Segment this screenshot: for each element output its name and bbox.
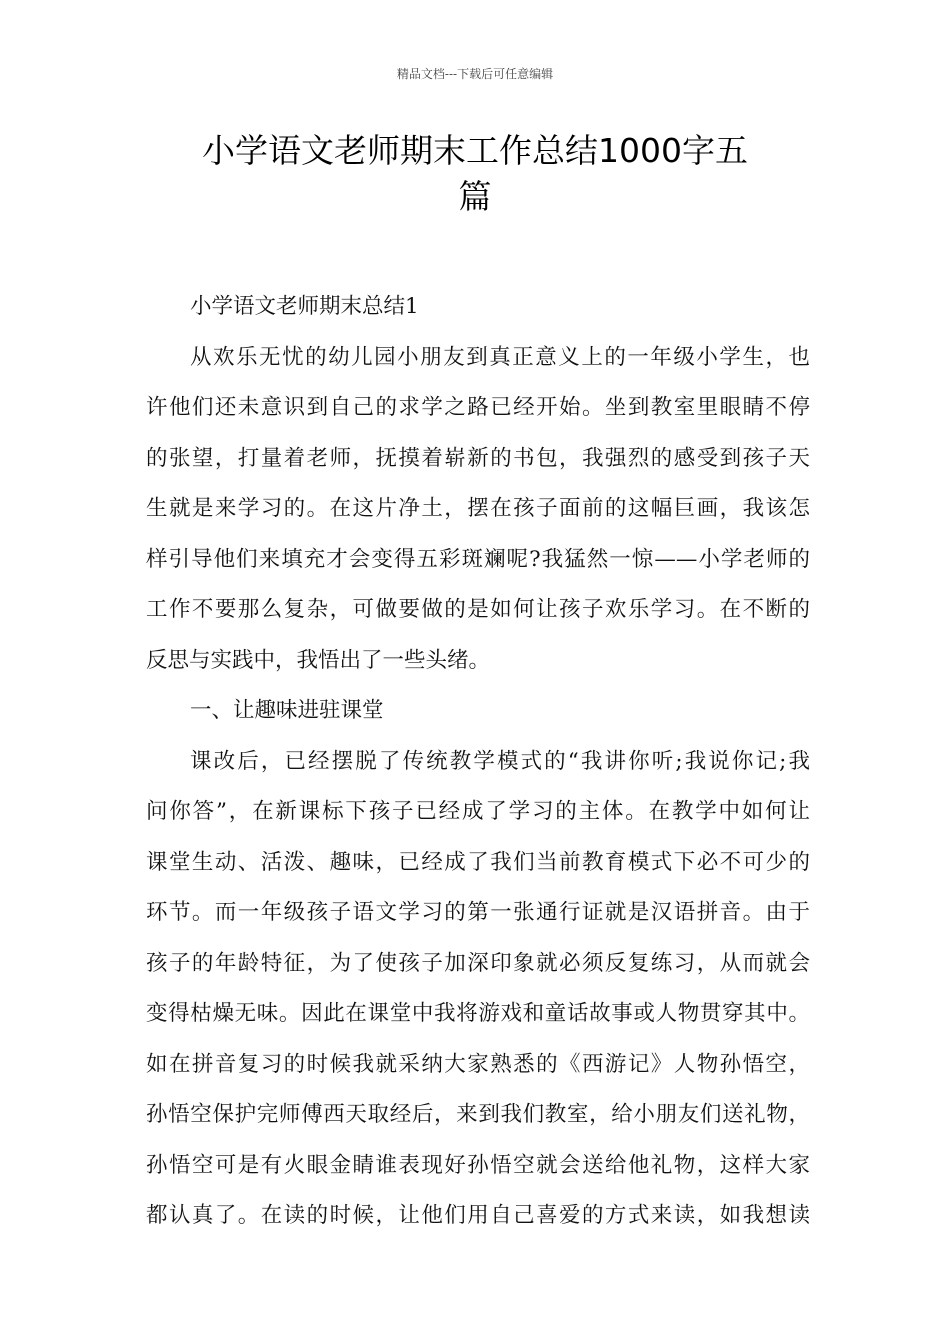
paragraph-line: 如在拼音复习的时候我就采纳大家熟悉的《西游记》人物孙悟空，: [146, 1051, 810, 1077]
section-heading-summary-1: 小学语文老师期末总结1: [190, 294, 419, 319]
title-line-2: 篇: [458, 177, 492, 216]
paragraph-line: 工作不要那么复杂，可做要做的是如何让孩子欢乐学习。在不断的: [146, 597, 810, 622]
paragraph-line: 生就是来学习的。在这片净土，摆在孩子面前的这幅巨画，我该怎: [146, 496, 810, 521]
paragraph-line: 孙悟空保护完师傅西天取经后，来到我们教室，给小朋友们送礼物，: [146, 1102, 810, 1127]
paragraph-line: 课堂生动、活泼、趣味，已经成了我们当前教育模式下必不可少的: [146, 849, 810, 875]
document-body: [146, 282, 810, 1242]
paragraph-line: 的张望，打量着老师，抚摸着崭新的书包，我强烈的感受到孩子天: [146, 445, 810, 471]
paragraph-line: 反思与实践中，我悟出了一些头绪。: [146, 647, 491, 673]
paragraph-line: 孩子的年龄特征，为了使孩子加深印象就必须反复练习，从而就会: [146, 950, 810, 976]
paragraph-line: 课改后，已经摆脱了传统教学模式的“我讲你听;我说你记;我: [190, 748, 810, 774]
paragraph-line: 许他们还未意识到自己的求学之路已经开始。坐到教室里眼睛不停: [146, 395, 810, 420]
paragraph-line: 问你答”，在新课标下孩子已经成了学习的主体。在教学中如何让: [146, 799, 810, 824]
header-note: 精品文档---下载后可任意编辑: [396, 67, 554, 81]
section-heading-fun-in-class: 一、让趣味进驻课堂: [190, 698, 384, 723]
paragraph-line: 环节。而一年级孩子语文学习的第一张通行证就是汉语拼音。由于: [146, 900, 810, 925]
paragraph-line: 都认真了。在读的时候，让他们用自己喜爱的方式来读，如我想读: [146, 1203, 810, 1228]
paragraph-line: 孙悟空可是有火眼金睛谁表现好孙悟空就会送给他礼物，这样大家: [146, 1152, 810, 1178]
paragraph-line: 变得枯燥无味。因此在课堂中我将游戏和童话故事或人物贯穿其中。: [146, 1001, 810, 1026]
document-title: [140, 128, 810, 220]
paragraph-line: 从欢乐无忧的幼儿园小朋友到真正意义上的一年级小学生，也: [190, 344, 810, 370]
paragraph-line: 样引导他们来填充才会变得五彩斑斓呢?我猛然一惊——小学老师的: [146, 546, 810, 572]
title-line-1: 小学语文老师期末工作总结1000字五: [202, 131, 748, 170]
